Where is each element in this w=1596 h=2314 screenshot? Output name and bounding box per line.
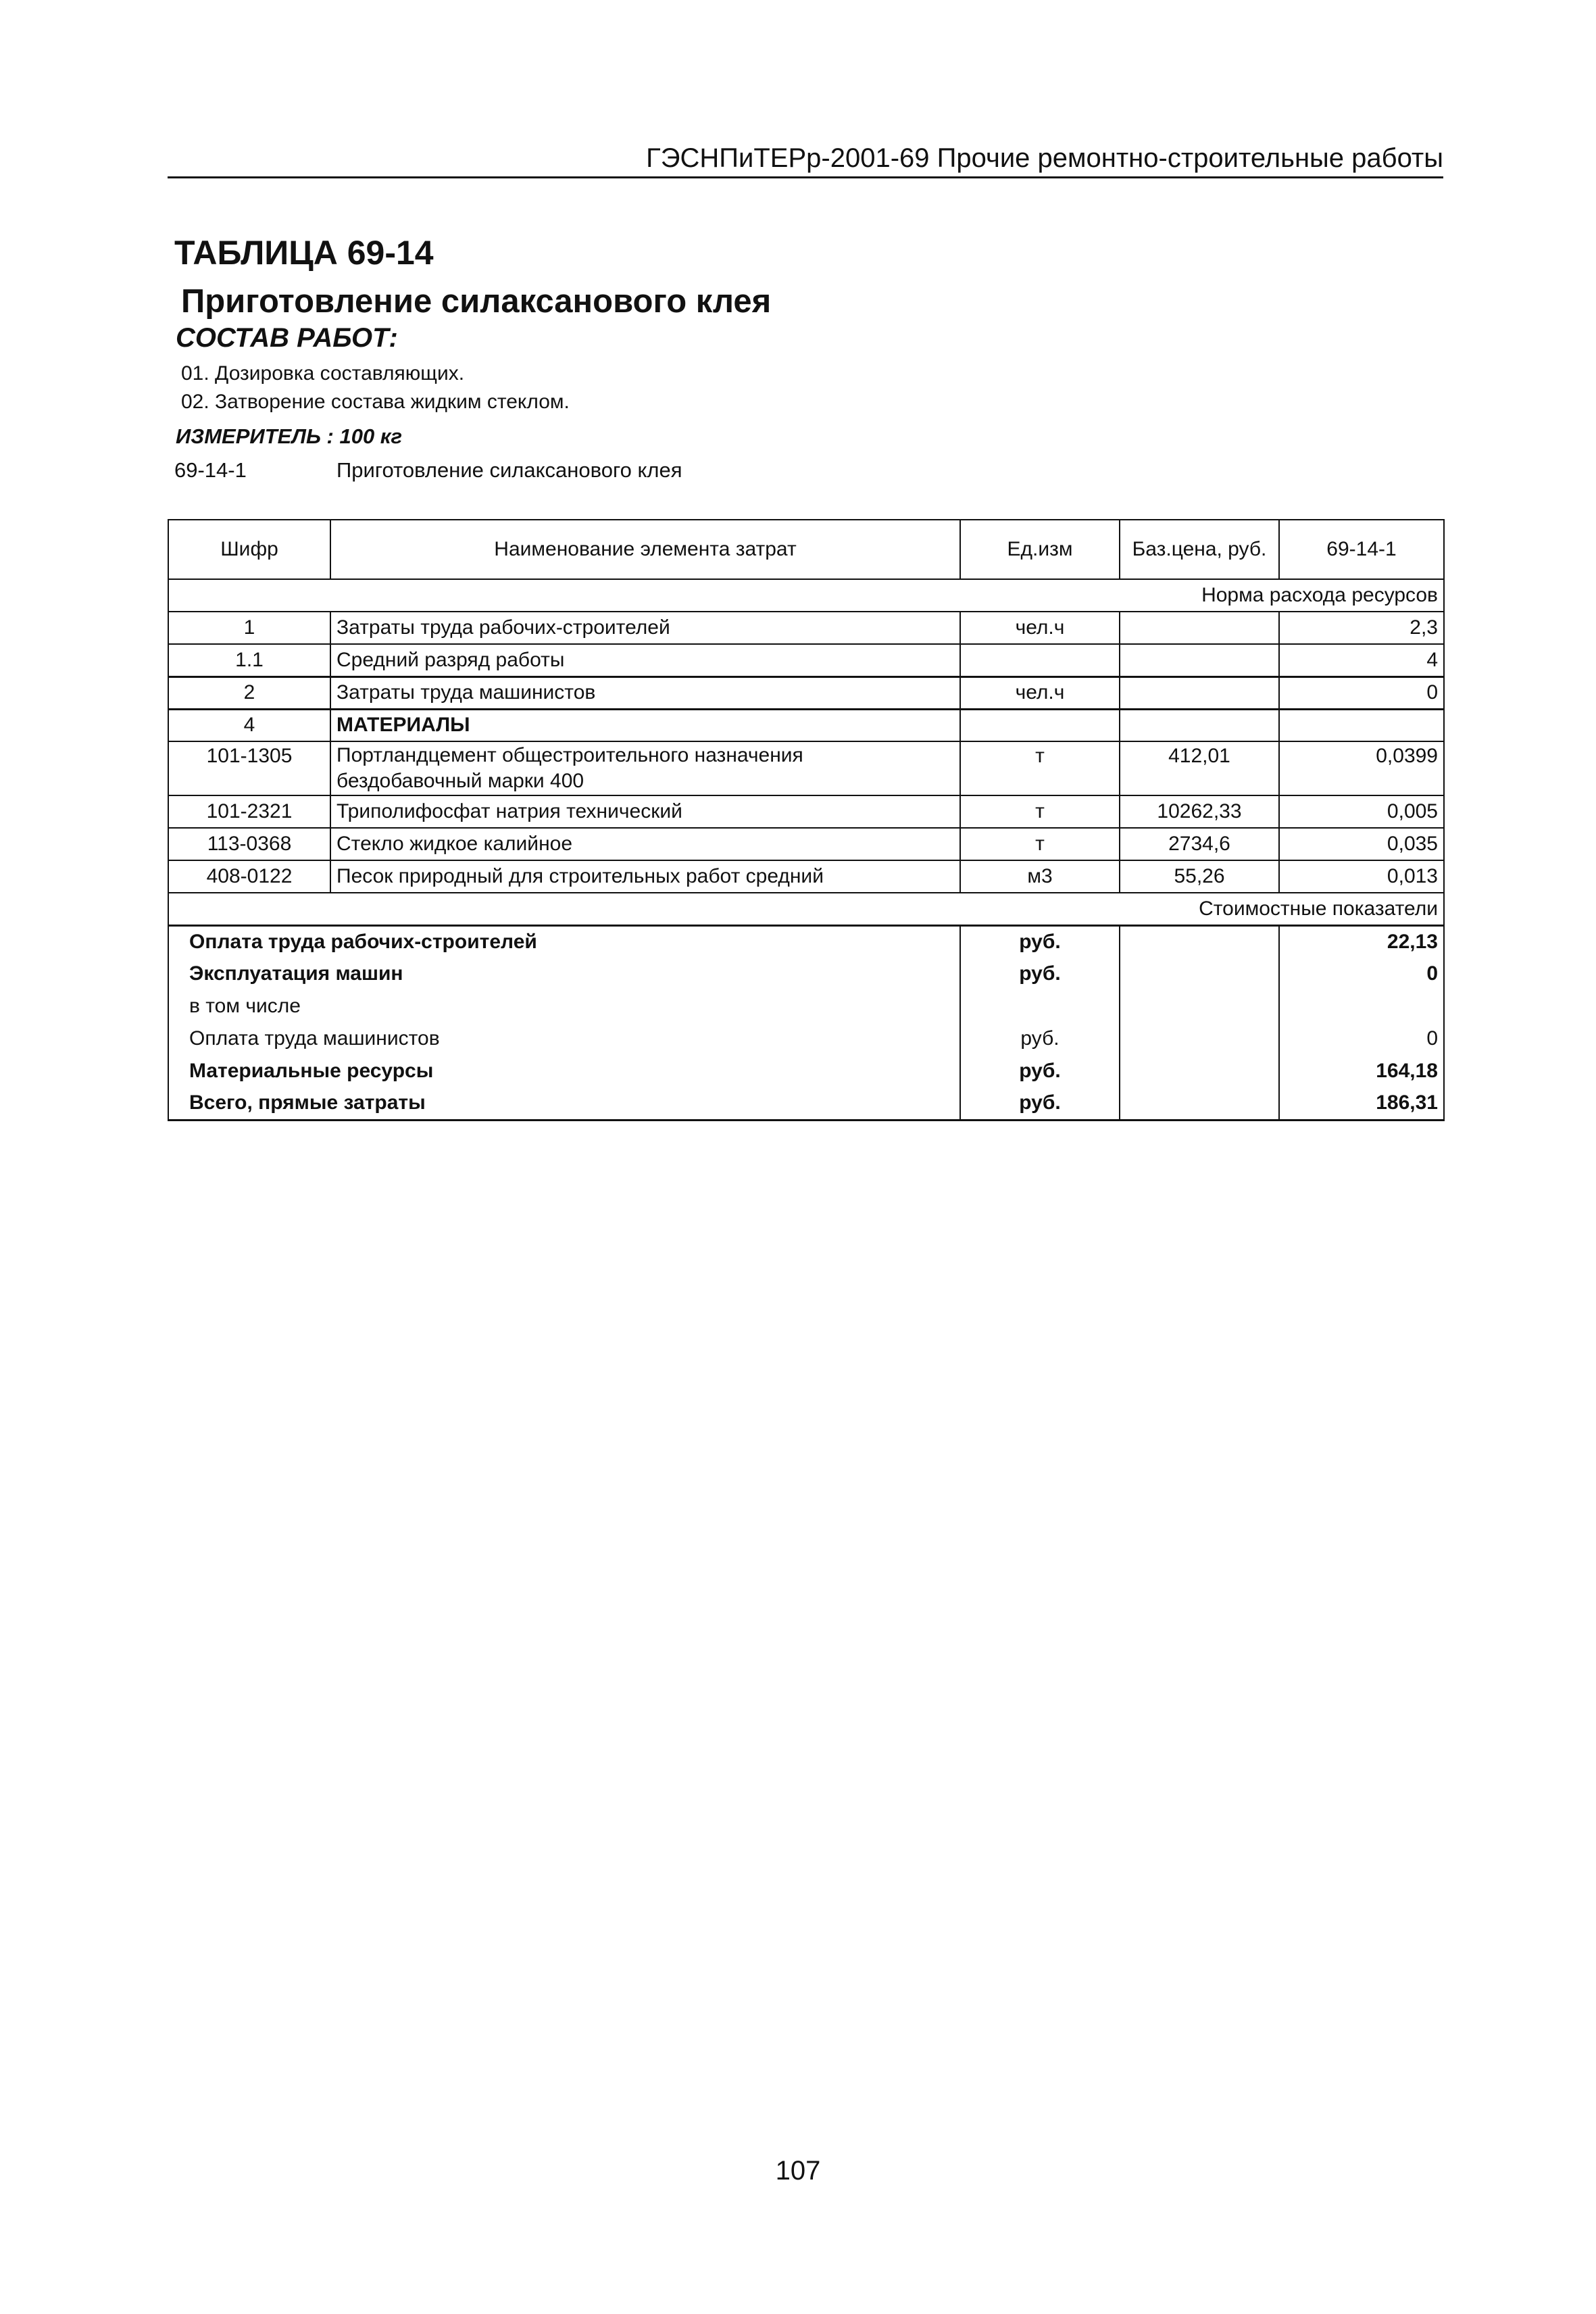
- row-value: 4: [1279, 644, 1444, 676]
- row-price: 2734,6: [1120, 828, 1279, 860]
- cost-price: [1120, 1023, 1279, 1055]
- norm-label: Норма расхода ресурсов: [168, 579, 1444, 612]
- cost-name: Эксплуатация машин: [168, 958, 960, 990]
- cost-value: 186,31: [1279, 1087, 1444, 1120]
- table-row: [168, 828, 1444, 860]
- running-header: ГЭСНПиТЕРр-2001-69 Прочие ремонтно-строительные работы: [168, 143, 1443, 178]
- table-subtitle: Приготовление силаксанового клея: [181, 283, 772, 320]
- cost-label-row: [168, 893, 1444, 925]
- table-row: [168, 644, 1444, 676]
- resource-table: [168, 519, 1445, 1121]
- row-price: 10262,33: [1120, 795, 1279, 828]
- row-unit: м3: [960, 860, 1120, 893]
- cost-value: 0: [1279, 958, 1444, 990]
- cost-value: 164,18: [1279, 1055, 1444, 1087]
- table-row: [168, 860, 1444, 893]
- row-unit: т: [960, 741, 1120, 795]
- page-number: 107: [775, 2156, 821, 2186]
- cost-price: [1120, 958, 1279, 990]
- cost-value: 22,13: [1279, 925, 1444, 958]
- cost-unit: руб.: [960, 1087, 1120, 1120]
- norm-name: Приготовление силаксанового клея: [336, 458, 682, 482]
- row-unit: [960, 644, 1120, 676]
- table-title: ТАБЛИЦА 69-14: [174, 234, 434, 272]
- row-price: [1120, 644, 1279, 676]
- cost-row: [168, 925, 1444, 958]
- row-price: [1120, 612, 1279, 644]
- cost-row: [168, 1055, 1444, 1087]
- row-code: 408-0122: [168, 860, 330, 893]
- header-name: Наименование элемента затрат: [330, 520, 960, 579]
- header-norm: 69-14-1: [1279, 520, 1444, 579]
- table-row: [168, 741, 1444, 795]
- row-name: Триполифосфат натрия технический: [330, 795, 960, 828]
- cost-label: Стоимостные показатели: [168, 893, 1444, 925]
- row-value: 0,0399: [1279, 741, 1444, 795]
- norm-label-row: [168, 579, 1444, 612]
- cost-value: [1279, 990, 1444, 1023]
- cost-name: Всего, прямые затраты: [168, 1087, 960, 1120]
- cost-row: [168, 1087, 1444, 1120]
- row-price: 55,26: [1120, 860, 1279, 893]
- cost-row: [168, 990, 1444, 1023]
- row-name: Затраты труда рабочих-строителей: [330, 612, 960, 644]
- row-code: 101-1305: [168, 741, 330, 795]
- cost-row: [168, 1023, 1444, 1055]
- row-value: 0,035: [1279, 828, 1444, 860]
- cost-price: [1120, 1087, 1279, 1120]
- row-price: 412,01: [1120, 741, 1279, 795]
- row-price: [1120, 709, 1279, 741]
- measure-unit: ИЗМЕРИТЕЛЬ : 100 кг: [176, 424, 403, 448]
- header-code: Шифр: [168, 520, 330, 579]
- cost-unit: [960, 990, 1120, 1023]
- row-name: Средний разряд работы: [330, 644, 960, 676]
- row-name: Стекло жидкое калийное: [330, 828, 960, 860]
- cost-unit: руб.: [960, 925, 1120, 958]
- row-value: [1279, 709, 1444, 741]
- work-item: 01. Дозировка составляющих.: [181, 362, 465, 385]
- row-unit: [960, 709, 1120, 741]
- row-unit: т: [960, 795, 1120, 828]
- cost-row: [168, 958, 1444, 990]
- work-item: 02. Затворение состава жидким стеклом.: [181, 391, 570, 413]
- row-unit: чел.ч: [960, 612, 1120, 644]
- row-name: Песок природный для строительных работ средний: [330, 860, 960, 893]
- table-row: [168, 795, 1444, 828]
- row-code: 101-2321: [168, 795, 330, 828]
- cost-name: Материальные ресурсы: [168, 1055, 960, 1087]
- header-unit: Ед.изм: [960, 520, 1120, 579]
- row-name: Портландцемент общестроительного назначения бездобавочный марки 400: [330, 741, 960, 795]
- row-code: 4: [168, 709, 330, 741]
- cost-price: [1120, 1055, 1279, 1087]
- cost-price: [1120, 925, 1279, 958]
- table-row: [168, 709, 1444, 741]
- cost-unit: руб.: [960, 1055, 1120, 1087]
- norm-code: 69-14-1: [174, 458, 247, 482]
- cost-value: 0: [1279, 1023, 1444, 1055]
- row-code: 113-0368: [168, 828, 330, 860]
- row-code: 2: [168, 676, 330, 709]
- cost-name: в том числе: [168, 990, 960, 1023]
- row-unit: т: [960, 828, 1120, 860]
- row-code: 1: [168, 612, 330, 644]
- table-row: [168, 612, 1444, 644]
- cost-name: Оплата труда рабочих-строителей: [168, 925, 960, 958]
- cost-name: Оплата труда машинистов: [168, 1023, 960, 1055]
- cost-unit: руб.: [960, 1023, 1120, 1055]
- row-price: [1120, 676, 1279, 709]
- row-value: 0: [1279, 676, 1444, 709]
- table-row: [168, 676, 1444, 709]
- work-composition-label: СОСТАВ РАБОТ:: [176, 323, 398, 353]
- row-name: Затраты труда машинистов: [330, 676, 960, 709]
- row-name: МАТЕРИАЛЫ: [330, 709, 960, 741]
- row-value: 0,013: [1279, 860, 1444, 893]
- header-price: Баз.цена, руб.: [1120, 520, 1279, 579]
- row-unit: чел.ч: [960, 676, 1120, 709]
- row-value: 0,005: [1279, 795, 1444, 828]
- table-header-row: [168, 520, 1444, 579]
- row-value: 2,3: [1279, 612, 1444, 644]
- cost-price: [1120, 990, 1279, 1023]
- cost-unit: руб.: [960, 958, 1120, 990]
- row-code: 1.1: [168, 644, 330, 676]
